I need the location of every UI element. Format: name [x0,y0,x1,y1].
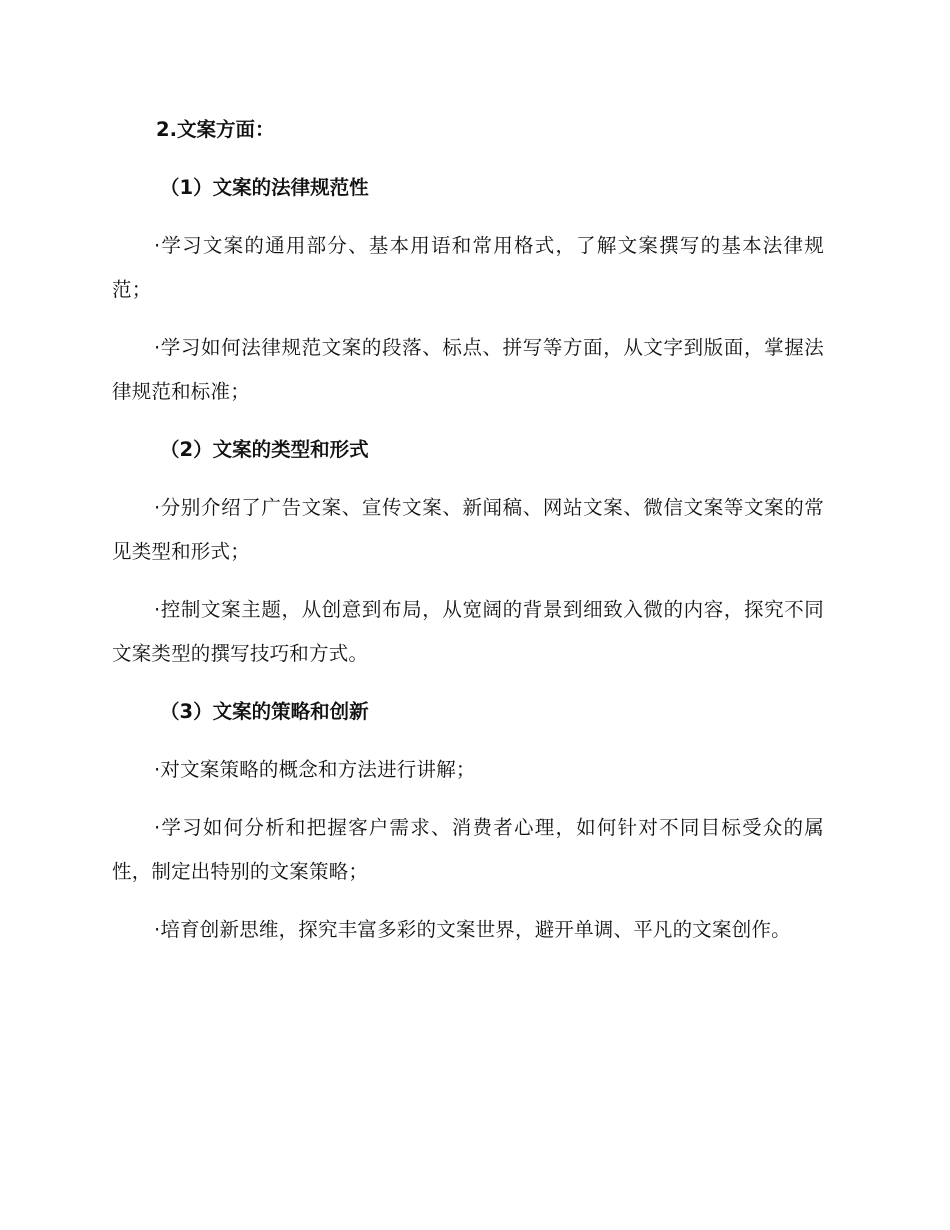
bullet-paragraph: ·培育创新思维，探究丰富多彩的文案世界，避开单调、平凡的文案创作。 [154,918,791,941]
subsection-title-legal: （1）文案的法律规范性 [160,176,369,199]
bullet-paragraph: ·学习如何分析和把握客户需求、消费者心理，如何针对不同目标受众的属性，制定出特别的文案策略； [112,816,824,883]
bullet-paragraph: ·学习文案的通用部分、基本用语和常用格式，了解文案撰写的基本法律规范； [112,234,824,301]
subsection-title-strategy: （3）文案的策略和创新 [160,700,369,723]
bullet-paragraph: ·学习如何法律规范文案的段落、标点、拼写等方面，从文字到版面，掌握法律规范和标准； [112,336,824,403]
bullet-paragraph: ·控制文案主题，从创意到布局，从宽阔的背景到细致入微的内容，探究不同文案类型的撰写技巧和方式。 [112,598,824,665]
section-heading: 2.文案方面： [156,118,275,141]
document-body [112,108,824,966]
bullet-paragraph: ·分别介绍了广告文案、宣传文案、新闻稿、网站文案、微信文案等文案的常见类型和形式； [112,496,824,563]
bullet-paragraph: ·对文案策略的概念和方法进行讲解； [154,758,476,781]
subsection-title-types: （2）文案的类型和形式 [160,438,369,461]
